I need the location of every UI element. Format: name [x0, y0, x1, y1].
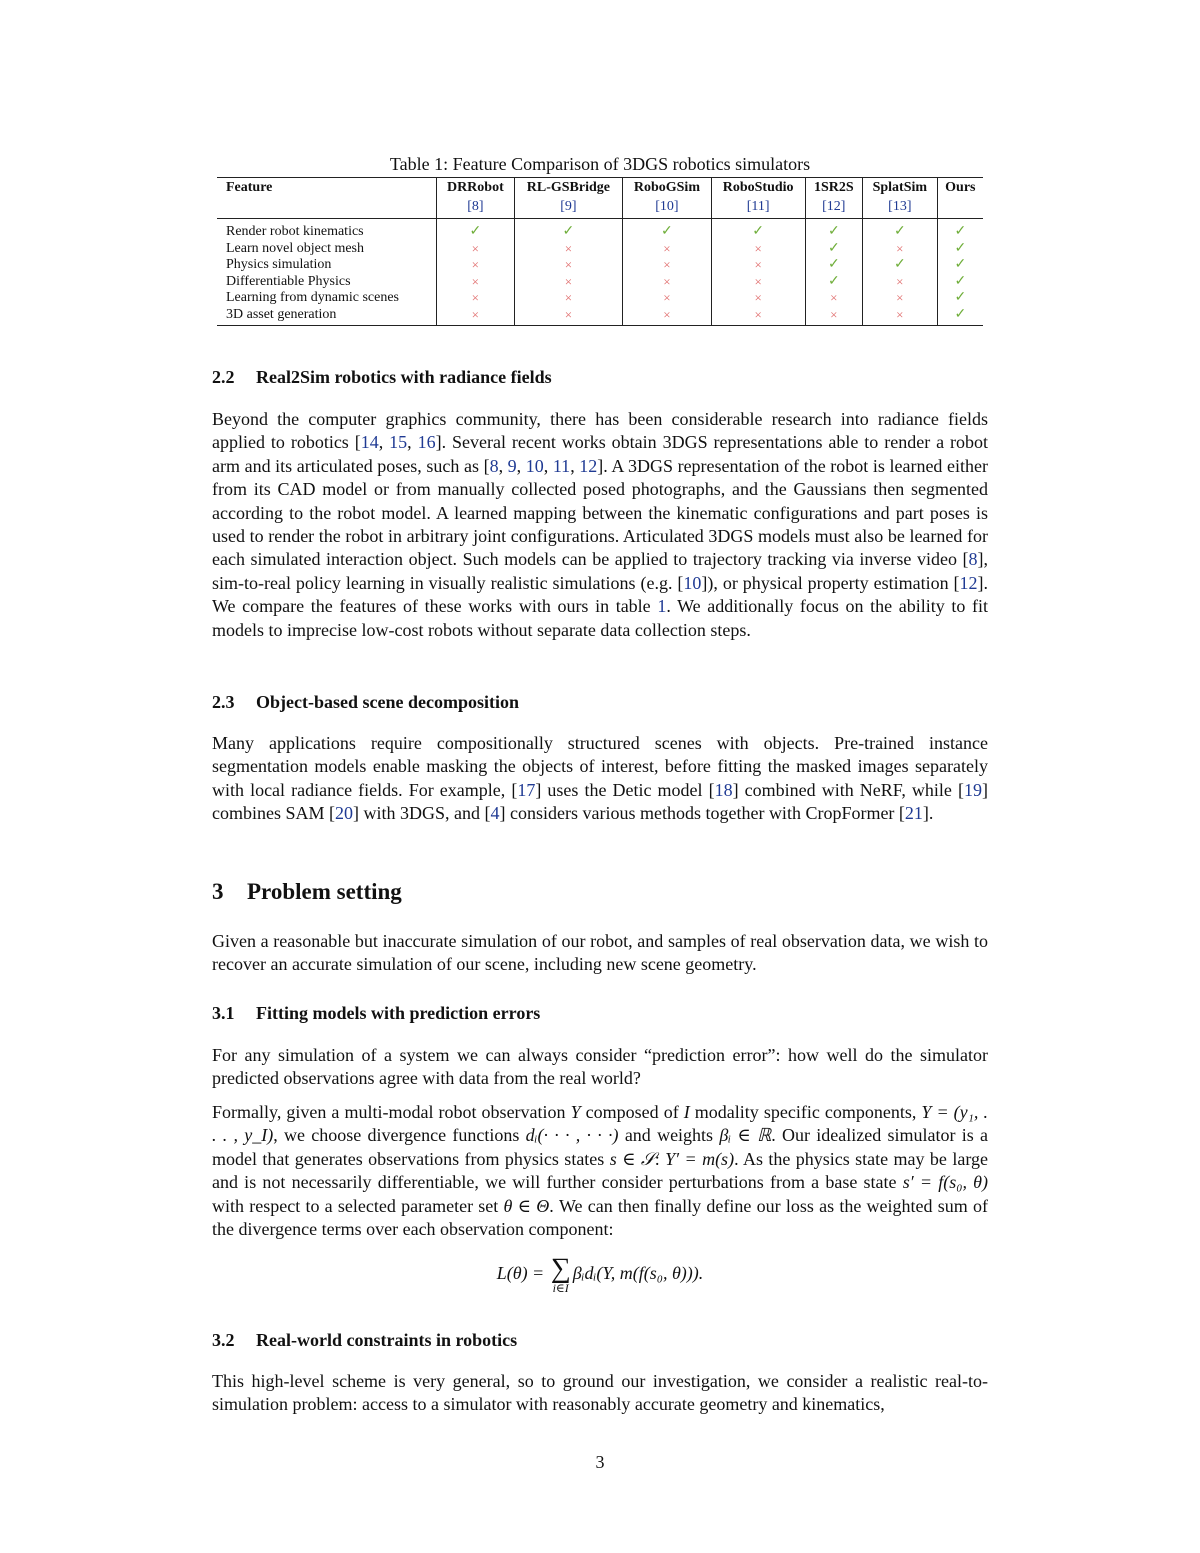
- section-title: Problem setting: [247, 879, 402, 904]
- text-run: . As the physics state may be large and is not necessarily differentiable, we will further consider perturbations from a base state: [212, 1148, 988, 1193]
- math-inline: s′ = f(s₀, θ): [902, 1172, 988, 1193]
- check-icon: ✓: [937, 307, 983, 326]
- section-title: Object-based scene decomposition: [256, 692, 519, 712]
- table-header-splatsim: SplatSim: [862, 178, 937, 199]
- cross-icon: ×: [437, 257, 514, 274]
- citation-link[interactable]: 8: [968, 549, 978, 570]
- math-inline: s ∈ 𝒮: [609, 1148, 655, 1169]
- cross-icon: ×: [711, 257, 805, 274]
- table-header-rl-gsbridge: RL-GSBridge: [514, 178, 623, 199]
- table-row-feature: Learning from dynamic scenes: [226, 290, 399, 305]
- check-icon: ✓: [711, 219, 805, 241]
- paragraph-3: Given a reasonable but inaccurate simulation of our robot, and samples of real observation data, we wish to recover an accurate simulation of our scene, including new scene geometry.: [212, 931, 988, 975]
- cross-icon: ×: [437, 241, 514, 258]
- section-heading-3-1: [212, 1002, 540, 1024]
- table-header-ours: Ours: [937, 178, 983, 199]
- cross-icon: ×: [623, 257, 711, 274]
- table-header-feature: Feature: [226, 180, 273, 195]
- text-run: . We additionally focus on the ability to fit models to imprecise low-cost robots without separate data collection steps.: [212, 596, 988, 640]
- text-run: ] combines SAM [: [212, 779, 988, 824]
- table-header-drrobot: DRRobot: [437, 178, 514, 199]
- table-row-feature: 3D asset generation: [226, 306, 337, 322]
- citation-link[interactable]: 12: [579, 455, 598, 476]
- check-icon: ✓: [937, 241, 983, 258]
- cross-icon: ×: [623, 290, 711, 307]
- check-icon: ✓: [805, 257, 862, 274]
- check-icon: ✓: [937, 257, 983, 274]
- cross-icon: ×: [623, 241, 711, 258]
- cross-icon: ×: [805, 307, 862, 326]
- equation-rhs: βᵢdᵢ(Y, m(f(s₀, θ))).: [572, 1263, 704, 1284]
- citation-link[interactable]: 4: [490, 803, 500, 824]
- math-inline: dᵢ(· · · , · · ·): [525, 1125, 619, 1146]
- check-icon: ✓: [805, 274, 862, 291]
- citation-link[interactable]: 15: [389, 432, 408, 453]
- text-run: , we choose divergence functions: [273, 1125, 526, 1146]
- cross-icon: ×: [514, 307, 623, 326]
- cross-icon: ×: [623, 307, 711, 326]
- table-header-robogsim: RoboGSim: [623, 178, 711, 199]
- table-header-robostudio: RoboStudio: [711, 178, 805, 199]
- text-run: . Our idealized simulator is a model that generates observations from physics states: [212, 1125, 988, 1169]
- math-inline: θ ∈ Θ: [503, 1195, 550, 1216]
- cross-icon: ×: [862, 290, 937, 307]
- text-run: ] uses the Detic model [: [535, 779, 715, 800]
- table-row: [217, 274, 983, 291]
- cross-icon: ×: [437, 307, 514, 326]
- cross-icon: ×: [437, 290, 514, 307]
- text-run: Formally, given a multi-modal robot observation: [212, 1102, 571, 1122]
- check-icon: ✓: [805, 219, 862, 241]
- section-heading-2-2: [212, 366, 552, 388]
- citation-link[interactable]: 10: [683, 572, 702, 593]
- cross-icon: ×: [711, 290, 805, 307]
- section-number: 3.2: [212, 1330, 235, 1350]
- table-row: [217, 290, 983, 307]
- table-row-feature: Render robot kinematics: [226, 224, 364, 239]
- table-body: [217, 219, 983, 326]
- text-run: with respect to a selected parameter set: [212, 1195, 504, 1216]
- citation-link[interactable]: 21: [904, 803, 923, 824]
- check-icon: ✓: [937, 219, 983, 241]
- section-number: 2.3: [212, 692, 235, 712]
- table-row: [217, 219, 983, 241]
- text-run: ]), or physical property estimation [: [701, 572, 960, 593]
- table-cite-ours: [937, 199, 983, 219]
- citation-link[interactable]: 17: [517, 779, 536, 800]
- table-cite-1sr2s[interactable]: [12]: [805, 199, 862, 219]
- table-row-feature: Physics simulation: [226, 257, 332, 272]
- citation-link[interactable]: 10: [525, 455, 544, 476]
- paragraph-3-2: This high-level scheme is very general, so to ground our investigation, we consider a realistic real-to-simulation problem: access to a simulator with reasonably accurate geometry and kinematics,: [212, 1371, 988, 1415]
- cross-icon: ×: [862, 274, 937, 291]
- math-inline: Y = (y₁, . . . , y_I): [212, 1102, 988, 1146]
- citation-link[interactable]: 9: [507, 455, 517, 476]
- citation-link[interactable]: 18: [714, 779, 733, 800]
- text-run: Many applications require compositionally structured scenes with objects. Pre-trained instance segmentation models enable masking the objects of interest, before fitting the masked images separately with local radiance fields. For example, [: [212, 733, 988, 800]
- section-heading-2-3: [212, 691, 519, 713]
- table-header-1sr2s: 1SR2S: [805, 178, 862, 199]
- cross-icon: ×: [711, 241, 805, 258]
- section-title: Real2Sim robotics with radiance fields: [256, 367, 552, 387]
- sum-symbol: ∑: [550, 1253, 571, 1284]
- paragraph-3-1-a: For any simulation of a system we can always consider “prediction error”: how well do the simulator predicted observations agree with data from the real world?: [212, 1045, 988, 1089]
- section-number: 2.2: [212, 367, 235, 387]
- cross-icon: ×: [514, 257, 623, 274]
- citation-link[interactable]: 19: [963, 779, 982, 800]
- table-row: [217, 307, 983, 326]
- math-inline: I: [683, 1102, 690, 1122]
- text-run: ]. Several recent works obtain 3DGS representations able to render a robot arm and its articulated poses, such as [: [212, 432, 989, 476]
- text-run: :: [654, 1148, 666, 1169]
- section-title: Fitting models with prediction errors: [256, 1003, 541, 1023]
- page-number: 3: [595, 1452, 605, 1472]
- table-caption: Table 1: Feature Comparison of 3DGS robotics simulators: [389, 154, 811, 174]
- section-heading-3: [212, 878, 402, 906]
- loss-equation: [212, 1253, 988, 1295]
- text-run: composed of: [580, 1102, 684, 1122]
- math-inline: βᵢ ∈ ℝ: [719, 1125, 772, 1146]
- citation-link[interactable]: 16: [417, 432, 436, 453]
- text-run: ] considers various methods together with CropFormer [: [499, 803, 905, 824]
- citation-link[interactable]: 11: [552, 455, 571, 476]
- section-number: 3.1: [212, 1003, 235, 1023]
- feature-comparison-table: [217, 177, 983, 326]
- section-title: Real-world constraints in robotics: [256, 1330, 518, 1350]
- cross-icon: ×: [711, 307, 805, 326]
- table-ref-link[interactable]: 1: [657, 596, 667, 617]
- check-icon: ✓: [437, 219, 514, 241]
- text-run: ] combined with NeRF, while [: [732, 779, 964, 800]
- table-cite-splatsim[interactable]: [13]: [862, 199, 937, 219]
- math-inline: Y: [570, 1102, 581, 1122]
- table-cite-drrobot[interactable]: [8]: [437, 199, 514, 219]
- table-row: [217, 241, 983, 258]
- citation-link[interactable]: 8: [489, 455, 499, 476]
- paragraph-2-3: [212, 732, 988, 826]
- citation-link[interactable]: 20: [335, 803, 353, 824]
- table-cite-rl-gsbridge[interactable]: [9]: [514, 199, 623, 219]
- cross-icon: ×: [437, 274, 514, 291]
- cross-icon: ×: [862, 241, 937, 258]
- table-cite-robogsim[interactable]: [10]: [623, 199, 711, 219]
- check-icon: ✓: [862, 257, 937, 274]
- math-inline: Y′ = m(s): [665, 1148, 735, 1169]
- text-run: ], sim-to-real policy learning in visually realistic simulations (e.g. [: [212, 549, 988, 593]
- section-heading-3-2: [212, 1329, 517, 1351]
- text-run: Beyond the computer graphics community, there has been considerable research into radiance fields applied to robotics [: [212, 409, 988, 453]
- table-row-feature: Learn novel object mesh: [226, 240, 365, 256]
- table-row: [217, 257, 983, 274]
- text-run: . We can then finally define our loss as the weighted sum of the divergence terms over each observation component:: [212, 1195, 989, 1240]
- summation: [550, 1253, 571, 1295]
- text-run: ]. We compare the features of these works with ours in table: [212, 572, 989, 617]
- table-cite-robostudio[interactable]: [11]: [711, 199, 805, 219]
- cross-icon: ×: [623, 274, 711, 291]
- check-icon: ✓: [623, 219, 711, 241]
- cross-icon: ×: [514, 274, 623, 291]
- section-number: 3: [212, 879, 224, 904]
- comparison-table-block: [217, 152, 983, 326]
- cross-icon: ×: [805, 290, 862, 307]
- table-row-feature: Differentiable Physics: [226, 273, 351, 289]
- cross-icon: ×: [514, 290, 623, 307]
- check-icon: ✓: [514, 219, 623, 241]
- check-icon: ✓: [937, 290, 983, 307]
- equation-lhs: L(θ) =: [496, 1263, 545, 1284]
- check-icon: ✓: [805, 241, 862, 258]
- citation-link[interactable]: 14: [360, 432, 379, 453]
- paragraph-3-1-b: [212, 1101, 988, 1241]
- text-run: ].: [922, 803, 934, 824]
- text-run: and weights: [618, 1125, 720, 1146]
- cross-icon: ×: [514, 241, 623, 258]
- text-run: ]. A 3DGS representation of the robot is learned either from its CAD model or from manually collected posed photographs, and the Gaussians then segmented according to the robot model. A learned mapping between the kinematic configurations and part poses is used to render the robot in arbitrary joint configurations. Articulated 3DGS models must also be learned for each simulated interaction object. Such models can be applied to trajectory tracking via inverse video [: [212, 455, 988, 570]
- text-run: ] with 3DGS, and [: [353, 803, 491, 824]
- paragraph-2-2: Beyond the computer graphics community, there has been considerable research into radiance fields applied to robotics [14, 15, 16]. Several recent works obtain 3DGS representations able to render a robot arm and its articulated poses, such as [8, 9, 10, 11, 12]. A 3DGS representation of the robot is learned either from its CAD model or from manually collected posed photographs, and the Gaussians then segmented according to the robot model. A learned mapping between the kinematic configurations and part poses is used to render the robot in arbitrary joint configurations. Articulated 3DGS models must also be learned for each simulated interaction object. Such models can be applied to trajectory tracking via inverse video [8], sim-to-real policy learning in visually realistic simulations (e.g. [10]), or physical property estimation [12]. We compare the features of these works with ours in table 1. We additionally focus on the ability to fit models to imprecise low-cost robots without separate data collection steps.: [212, 409, 989, 640]
- check-icon: ✓: [862, 219, 937, 241]
- check-icon: ✓: [937, 274, 983, 291]
- cross-icon: ×: [711, 274, 805, 291]
- citation-link[interactable]: 12: [959, 572, 978, 593]
- text-run: modality specific components,: [689, 1102, 922, 1122]
- sum-index: i∈I: [552, 1281, 569, 1295]
- cross-icon: ×: [862, 307, 937, 326]
